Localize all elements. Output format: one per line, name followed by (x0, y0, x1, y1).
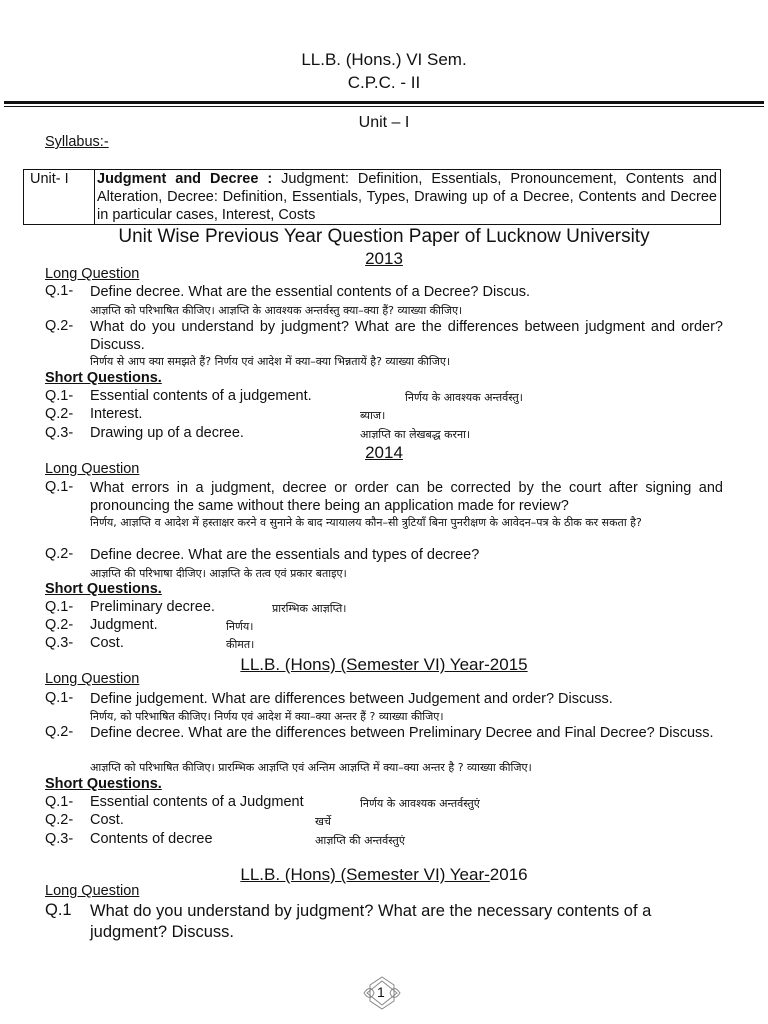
short-question-number: Q.3- (45, 425, 74, 441)
unit-title: Unit – I (358, 114, 410, 131)
question-text-hindi: आज्ञप्ति को परिभाषित कीजिए। प्रारम्भिक आज्ञप्ति एवं अन्तिम आज्ञप्ति में क्या–क्या अन्तर है ? व्याख्या कीजिए। (90, 761, 532, 774)
short-question-text: Drawing up of a decree. (90, 425, 244, 441)
short-question-hindi: कीमत। (226, 638, 255, 651)
question-text-hindi: निर्णय से आप क्या समझते हैं? निर्णय एवं आदेश में क्या–क्या भिन्नतायें है? व्याख्या कीजिए। (90, 355, 451, 368)
syllabus-table (23, 169, 721, 225)
short-question-hindi: निर्णय के आवश्यक अन्तर्वस्तुएं (360, 797, 480, 810)
long-question-label: Long Question (45, 883, 140, 899)
year-2016-heading-label: LL.B. (Hons) (Semester VI) Year- (240, 865, 490, 884)
syllabus-topic: Judgment and Decree : (97, 171, 273, 187)
year-2013: 2013 (365, 249, 403, 268)
short-question-number: Q.1- (45, 794, 74, 810)
question-text: What errors in a judgment, decree or order can be corrected by the court after signing and pronouncing the same without there being an application made for review? (90, 480, 723, 514)
short-question-text: Preliminary decree. (90, 599, 215, 615)
question-text-hindi: आज्ञप्ति की परिभाषा दीजिए। आज्ञप्ति के तत्व एवं प्रकार बताइए। (90, 567, 347, 580)
long-question-label: Long Question (45, 671, 140, 687)
short-question-number: Q.3- (45, 831, 74, 847)
main-title: Unit Wise Previous Year Question Paper of Lucknow University (118, 226, 650, 247)
subject-title: C.P.C. - II (347, 73, 421, 92)
short-question-text: Contents of decree (90, 831, 213, 847)
year-2014: 2014 (365, 443, 403, 462)
syllabus-topics-text: Judgment: Definition, Essentials, Pronouncement, Contents and Alteration, Decree: Definition, Essentials, Types, Drawing up of a Decree, Contents and Decree in particular cases, Interest, Costs (97, 171, 717, 223)
short-question-text: Cost. (90, 812, 124, 828)
syllabus-unit: Unit- I (30, 171, 69, 187)
short-question-text: Cost. (90, 635, 124, 651)
short-questions-label: Short Questions. (45, 581, 162, 597)
short-question-number: Q.1- (45, 599, 74, 615)
question-text-hindi: निर्णय, को परिभाषित कीजिए। निर्णय एवं आदेश में क्या–क्या अन्तर हैं ? व्याख्या कीजिए। (90, 710, 444, 723)
course-title: LL.B. (Hons.) VI Sem. (301, 50, 467, 69)
short-question-text: Essential contents of a judgement. (90, 388, 312, 404)
page-number-ornament (362, 976, 402, 1010)
short-questions-label: Short Questions. (45, 776, 162, 792)
question-text-hindi: निर्णय, आज्ञप्ति व आदेश में हस्ताक्षर करने व सुनाने के बाद न्यायालय कौन–सी त्रुटियाँ बिना पुनरीक्षण के आवेदन–पत्र के ठीक कर सकता है? (90, 516, 642, 529)
question-text: What do you understand by judgment? What are the necessary contents of a judgment? Discuss. (90, 902, 652, 941)
question-number: Q.1 (45, 901, 72, 919)
long-question-label: Long Question (45, 461, 140, 477)
page-number: 1 (377, 984, 385, 1000)
short-question-number: Q.2- (45, 617, 74, 633)
question-number: Q.2- (45, 724, 74, 740)
short-question-hindi: खर्चे (315, 815, 331, 828)
syllabus-unit-cell (24, 170, 95, 224)
question-text: What do you understand by judgment? What are the differences between judgment and order? Discuss. (90, 319, 723, 353)
question-number: Q.2- (45, 318, 74, 334)
short-question-number: Q.1- (45, 388, 74, 404)
short-question-hindi: निर्णय। (226, 620, 254, 633)
question-number: Q.1- (45, 479, 74, 495)
year-2016-heading-year: 2016 (489, 865, 528, 884)
short-question-text: Interest. (90, 406, 143, 422)
year-2016-heading (0, 865, 768, 885)
question-text: Define decree. What are the differences between Preliminary Decree and Final Decree? Discuss. (90, 725, 714, 741)
short-question-number: Q.2- (45, 812, 74, 828)
syllabus-label: Syllabus:- (45, 134, 109, 150)
question-text: Define decree. What are the essentials and types of decree? (90, 547, 480, 563)
long-question-label: Long Question (45, 266, 140, 282)
question-number: Q.1- (45, 690, 74, 706)
year-2015-heading: LL.B. (Hons) (Semester VI) Year-2015 (240, 655, 528, 674)
header-rule-thick (4, 101, 764, 104)
short-question-hindi: आज्ञप्ति की अन्तर्वस्तुएं (315, 834, 405, 847)
short-question-text: Essential contents of a Judgment (90, 794, 304, 810)
question-text: Define decree. What are the essential contents of a Decree? Discus. (90, 284, 531, 300)
short-question-number: Q.2- (45, 406, 74, 422)
short-question-hindi: निर्णय के आवश्यक अन्तर्वस्तु। (405, 391, 523, 404)
short-question-hindi: आज्ञप्ति का लेखबद्ध करना। (360, 428, 471, 441)
header-rule-thin (4, 106, 764, 107)
short-question-hindi: प्रारम्भिक आज्ञप्ति। (272, 602, 347, 615)
short-question-text: Judgment. (90, 617, 158, 633)
question-text: Define judgement. What are differences between Judgement and order? Discuss. (90, 691, 613, 707)
syllabus-content-cell (97, 170, 717, 224)
question-number: Q.1- (45, 283, 74, 299)
question-number: Q.2- (45, 546, 74, 562)
short-question-hindi: ब्याज। (360, 409, 386, 422)
short-question-number: Q.3- (45, 635, 74, 651)
short-questions-label: Short Questions. (45, 370, 162, 386)
question-text-hindi: आज्ञप्ति को परिभाषित कीजिए। आज्ञप्ति के आवश्यक अन्तर्वस्तु क्या–क्या हैं? व्याख्या कीजिए। (90, 304, 463, 317)
